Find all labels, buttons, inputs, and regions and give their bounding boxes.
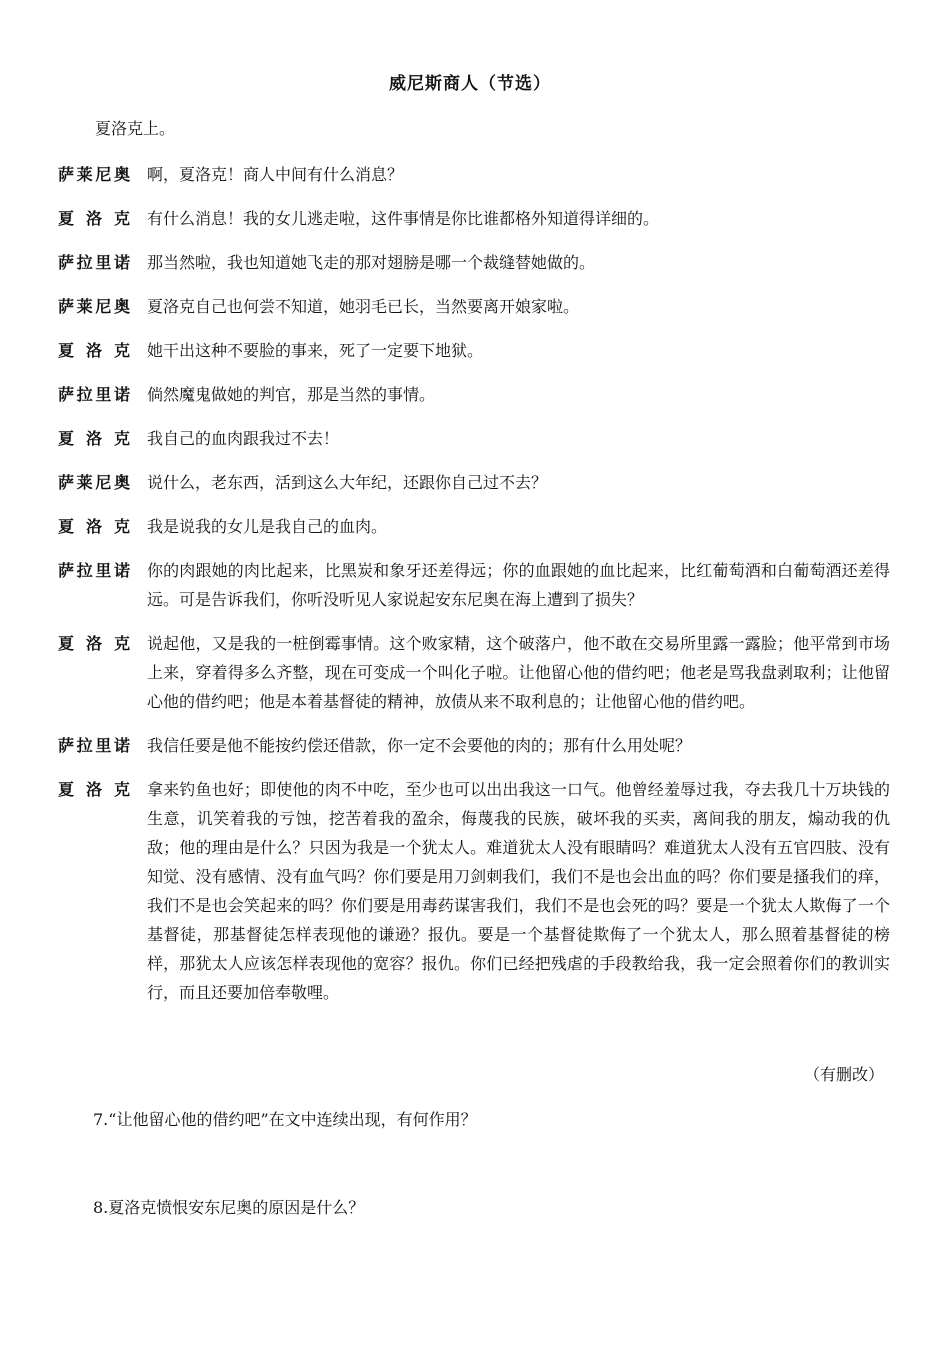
speech-text: 有什么消息！我的女儿逃走啦，这件事情是你比谁都格外知道得详细的。 bbox=[147, 209, 660, 228]
speaker-name: 萨拉里诺 bbox=[58, 736, 130, 755]
edit-note: （有删改） bbox=[803, 1065, 884, 1084]
dialogue-line bbox=[58, 512, 890, 541]
dialogue-line bbox=[58, 629, 890, 716]
speech-text: 她干出这种不要脸的事来，死了一定要下地狱。 bbox=[147, 341, 484, 360]
speech-text: 我信任要是他不能按约偿还借款，你一定不会要他的肉的；那有什么用处呢？ bbox=[147, 736, 692, 755]
speech-text: 我自己的血肉跟我过不去！ bbox=[147, 429, 340, 448]
speaker-name: 夏洛克 bbox=[58, 429, 130, 448]
dialogue-line bbox=[58, 336, 890, 365]
speaker-name: 夏洛克 bbox=[58, 341, 130, 360]
dialogue-line bbox=[58, 556, 890, 614]
speech-text: 夏洛克自己也何尝不知道，她羽毛已长，当然要离开娘家啦。 bbox=[147, 297, 580, 316]
speech-text: 我是说我的女儿是我自己的血肉。 bbox=[147, 517, 388, 536]
speaker-name: 夏洛克 bbox=[58, 634, 130, 653]
dialogue-line bbox=[58, 424, 890, 453]
dialogue-line bbox=[58, 731, 890, 760]
speaker-name: 夏洛克 bbox=[58, 209, 130, 228]
dialogue-line bbox=[58, 380, 890, 409]
speaker-name: 萨拉里诺 bbox=[58, 561, 130, 580]
document-title: 威尼斯商人（节选） bbox=[389, 74, 551, 94]
dialogue-block bbox=[58, 160, 890, 1022]
question-7: 7.“让他留心他的借约吧”在文中连续出现，有何作用？ bbox=[93, 1110, 477, 1129]
speaker-name: 萨莱尼奥 bbox=[58, 297, 130, 316]
speech-text: 拿来钓鱼也好；即使他的肉不中吃，至少也可以出出我这一口气。他曾经羞辱过我，夺去我几十万块钱的生意，讥笑着我的亏蚀，挖苦着我的盈余，侮蔑我的民族，破坏我的买卖，离间我的朋友，煽动我的仇敌；他的理由是什么？只因为我是一个犹太人。难道犹太人没有眼睛吗？难道犹太人没有五官四肢、没有知觉、没有感情、没有血气吗？你们要是用刀剑刺我们，我们不是也会出血的吗？你们要是搔我们的痒，我们不是也会笑起来的吗？你们要是用毒药谋害我们，我们不是也会死的吗？要是一个犹太人欺侮了一个基督徒，那基督徒怎样表现他的谦逊？报仇。要是一个基督徒欺侮了一个犹太人，那么照着基督徒的榜样，那犹太人应该怎样表现他的宽容？报仇。你们已经把残虐的手段教给我，我一定会照着你们的教训实行，而且还要加倍奉敬哩。 bbox=[147, 780, 890, 1002]
dialogue-line bbox=[58, 468, 890, 497]
speech-text: 你的肉跟她的肉比起来，比黑炭和象牙还差得远；你的血跟她的血比起来，比红葡萄酒和白葡萄酒还差得远。可是告诉我们，你听没听见人家说起安东尼奥在海上遭到了损失？ bbox=[147, 561, 890, 609]
dialogue-line bbox=[58, 204, 890, 233]
speaker-name: 萨拉里诺 bbox=[58, 253, 130, 272]
speech-text: 倘然魔鬼做她的判官，那是当然的事情。 bbox=[147, 385, 436, 404]
speaker-name: 夏洛克 bbox=[58, 517, 130, 536]
speaker-name: 夏洛克 bbox=[58, 780, 130, 799]
dialogue-line bbox=[58, 248, 890, 277]
stage-direction: 夏洛克上。 bbox=[95, 119, 176, 138]
speaker-name: 萨莱尼奥 bbox=[58, 165, 130, 184]
dialogue-line bbox=[58, 160, 890, 189]
speech-text: 说起他，又是我的一桩倒霉事情。这个败家精，这个破落户，他不敢在交易所里露一露脸；他平常到市场上来，穿着得多么齐整，现在可变成一个叫化子啦。让他留心他的借约吧；他老是骂我盘剥取利；让他留心他的借约吧；他是本着基督徒的精神，放债从来不取利息的；让他留心他的借约吧。 bbox=[147, 634, 890, 711]
speech-text: 说什么，老东西，活到这么大年纪，还跟你自己过不去？ bbox=[147, 473, 548, 492]
dialogue-line bbox=[58, 292, 890, 321]
speech-text: 那当然啦，我也知道她飞走的那对翅膀是哪一个裁缝替她做的。 bbox=[147, 253, 596, 272]
question-8: 8.夏洛克愤恨安东尼奥的原因是什么？ bbox=[93, 1198, 365, 1217]
speech-text: 啊，夏洛克！商人中间有什么消息？ bbox=[147, 165, 404, 184]
dialogue-line bbox=[58, 775, 890, 1007]
speaker-name: 萨拉里诺 bbox=[58, 385, 130, 404]
speaker-name: 萨莱尼奥 bbox=[58, 473, 130, 492]
